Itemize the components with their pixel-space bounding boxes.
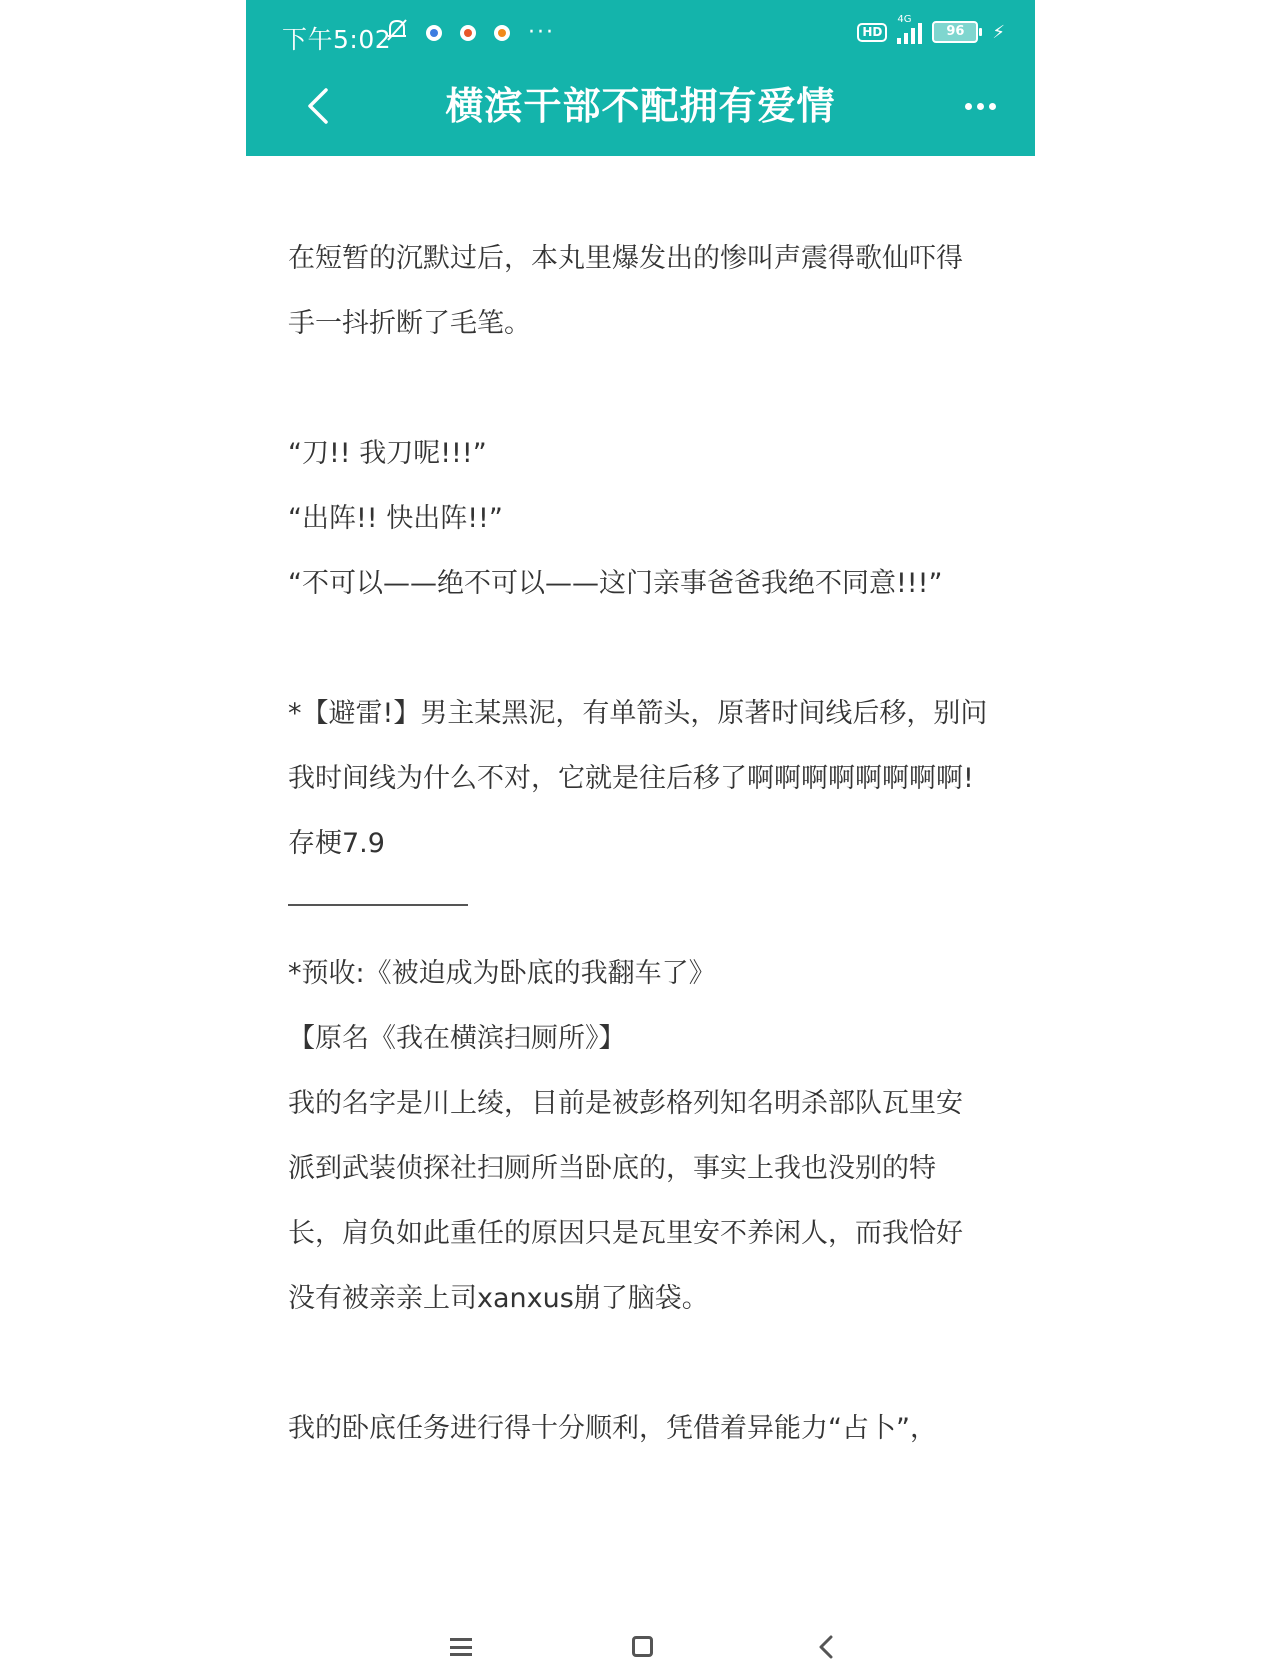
chevron-left-icon — [816, 1632, 836, 1662]
system-navigation-bar — [246, 1618, 1035, 1678]
more-dot — [965, 103, 972, 110]
warning-note: *【避雷!】男主某黑泥，有单箭头，原著时间线后移，别问我时间线为什么不对，它就是往后移了啊啊啊啊啊啊啊啊! — [288, 698, 988, 794]
home-button[interactable] — [632, 1636, 653, 1657]
paragraph-gap — [288, 616, 988, 681]
paragraph: 我的卧底任务进行得十分顺利，凭借着异能力“占卜”， — [288, 1413, 937, 1444]
app-notification-icon — [494, 25, 510, 41]
status-time: 下午5:02 — [282, 25, 392, 54]
notification-icons — [386, 18, 555, 47]
charging-icon: ⚡ — [992, 21, 1005, 43]
phone-screen — [246, 0, 1035, 1678]
network-type: 4G — [897, 14, 912, 25]
divider — [288, 904, 468, 906]
system-back-button[interactable] — [816, 1632, 836, 1662]
hd-badge: HD — [857, 23, 887, 42]
preorder-note: *预收:《被迫成为卧底的我翻车了》 — [288, 958, 716, 989]
menu-line — [450, 1653, 472, 1656]
bell-muted-icon — [386, 18, 408, 47]
paragraph-gap — [288, 356, 988, 421]
battery-icon: 96 — [932, 21, 978, 43]
more-options-button[interactable] — [955, 84, 1005, 128]
quote-line: “刀!! 我刀呢!!!” — [288, 438, 487, 469]
quote-line: “出阵!! 快出阵!!” — [288, 503, 503, 534]
app-notification-icon — [460, 25, 476, 41]
menu-line — [450, 1646, 472, 1649]
page-title: 横滨干部不配拥有爱情 — [445, 84, 836, 128]
app-bar — [246, 0, 1035, 156]
recent-apps-button[interactable] — [450, 1638, 472, 1656]
app-notification-icon — [426, 25, 442, 41]
more-dot — [977, 103, 984, 110]
paragraph-gap — [288, 1331, 988, 1396]
status-bar — [246, 0, 1035, 72]
paragraph: 在短暂的沉默过后，本丸里爆发出的惨叫声震得歌仙吓得手一抖折断了毛笔。 — [288, 243, 963, 339]
save-note: 存梗7.9 — [288, 828, 385, 859]
signal-icon — [897, 14, 922, 44]
more-dot — [989, 103, 996, 110]
article-content — [288, 226, 988, 1612]
original-title-note: 【原名《我在横滨扫厕所》】 — [288, 1023, 626, 1054]
quote-line: “不可以——绝不可以——这门亲事爸爸我绝不同意!!!” — [288, 568, 943, 599]
system-status — [857, 14, 1005, 44]
paragraph: 我的名字是川上绫，目前是被彭格列知名明杀部队瓦里安派到武装侦探社扫厕所当卧底的，事实上我也没别的特长，肩负如此重任的原因只是瓦里安不养闲人，而我恰好没有被亲亲上司xanxus崩了脑袋。 — [288, 1088, 963, 1314]
more-notifications-icon: ··· — [528, 20, 555, 45]
menu-line — [450, 1638, 472, 1641]
